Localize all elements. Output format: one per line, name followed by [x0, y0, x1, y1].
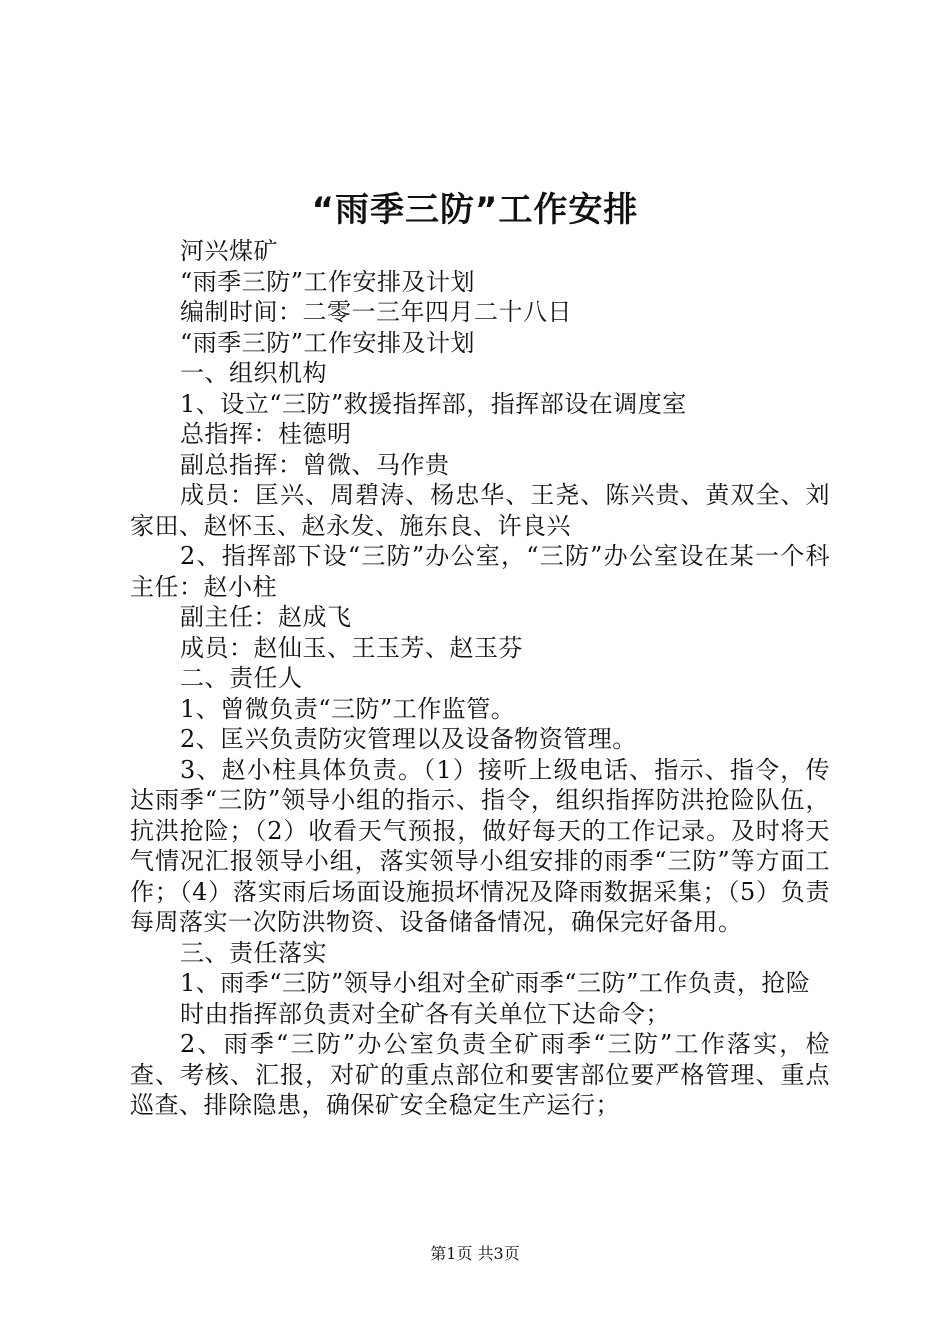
paragraph: 副主任：赵成飞	[180, 603, 352, 631]
section-heading: 一、组织机构	[180, 359, 327, 387]
paragraph: 3、赵小柱具体负责。（1）接听上级电话、指示、指令，传达雨季“三防”领导小组的指示、指令，组织指挥防洪抢险队伍，抗洪抢险；（2）收看天气预报，做好每天的工作记录。及时将天气情况汇报领导小组，落实领导小组安排的雨季“三防”等方面工作；（4）落实雨后场面设施损坏情况及降雨数据采集；（5）负责每周落实一次防洪物资、设备储备情况，确保完好备用。	[130, 755, 830, 936]
paragraph: 2、匡兴负责防灾管理以及设备物资管理。	[180, 725, 637, 753]
section-heading: 三、责任落实	[180, 938, 327, 967]
paragraph: 副总指挥：曾微、马作贵	[180, 450, 450, 479]
paragraph: 时由指挥部负责对全矿各有关单位下达命令；	[180, 999, 670, 1028]
paragraph: 2、雨季“三防”办公室负责全矿雨季“三防”工作落实，检查、考核、汇报，对矿的重点部位和要害部位要严格管理、重点巡查、排除隐患，确保矿安全稳定生产运行；	[130, 1030, 830, 1119]
paragraph: 成员：赵仙玉、王玉芳、赵玉芬	[180, 633, 523, 662]
paragraph: “雨季三防”工作安排及计划	[180, 328, 476, 357]
document-title: “雨季三防”工作安排	[311, 190, 639, 230]
paragraph: 1、雨季“三防”领导小组对全矿雨季“三防”工作负责，抢险	[180, 969, 811, 997]
paragraph: 河兴煤矿	[180, 237, 278, 265]
document-body	[130, 236, 830, 1121]
paragraph: “雨季三防”工作安排及计划	[180, 267, 476, 296]
paragraph: 编制时间：二零一三年四月二十八日	[180, 298, 572, 326]
page-number: 第1页 共3页	[430, 1244, 520, 1263]
paragraph: 2、指挥部下设“三防”办公室，“三防”办公室设在某一个科主任：赵小柱	[130, 542, 830, 601]
paragraph: 成员：匡兴、周碧涛、杨忠华、王尧、陈兴贵、黄双全、刘家田、赵怀玉、赵永发、施东良、许良兴	[130, 481, 830, 540]
paragraph: 总指挥：桂德明	[180, 420, 352, 448]
section-heading: 二、责任人	[180, 664, 303, 692]
paragraph: 1、设立“三防”救援指挥部，指挥部设在调度室	[180, 389, 687, 418]
paragraph: 1、曾微负责“三防”工作监管。	[180, 694, 516, 723]
